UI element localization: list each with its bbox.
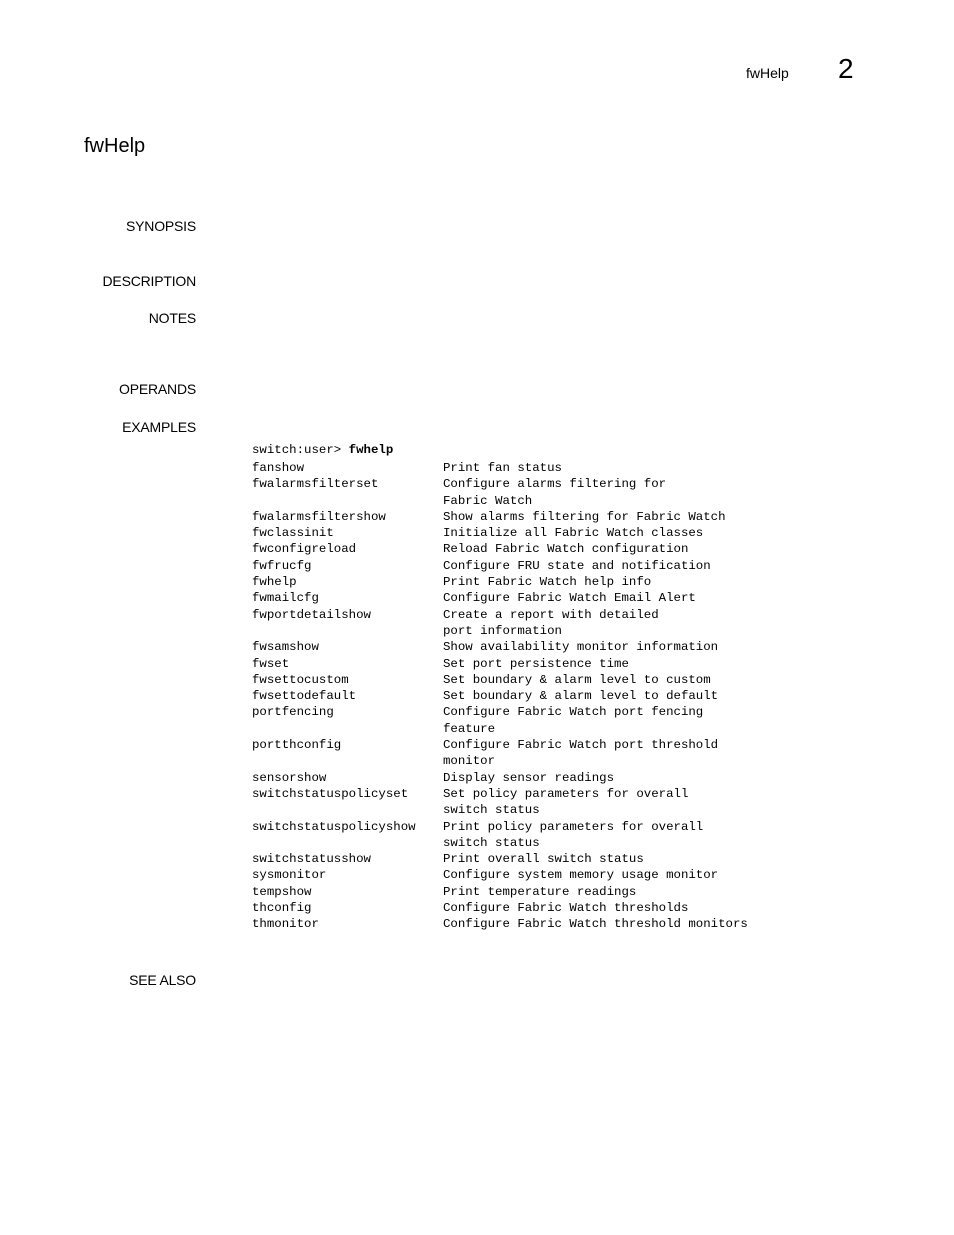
command-description: Configure FRU state and notification xyxy=(443,558,711,573)
command-name: thmonitor xyxy=(252,917,319,932)
table-row xyxy=(252,525,783,541)
command-description: Configure Fabric Watch port fencing feature xyxy=(443,705,704,736)
command-description: Show alarms filtering for Fabric Watch xyxy=(443,509,726,524)
command-name: switchstatusshow xyxy=(252,852,371,867)
command-description: Configure Fabric Watch thresholds xyxy=(443,901,689,916)
command-description: Configure alarms filtering for Fabric Watch xyxy=(443,477,667,508)
command-description: Show availability monitor information xyxy=(443,640,719,655)
command-name: fwalarmsfilterset xyxy=(252,477,379,492)
table-row xyxy=(252,558,783,574)
page-title: fwHelp xyxy=(84,135,146,157)
table-row xyxy=(252,867,783,883)
command-name: fwconfigreload xyxy=(252,542,357,557)
section-examples: EXAMPLES xyxy=(122,419,196,435)
command-name: fwsamshow xyxy=(252,640,319,655)
command-description: Display sensor readings xyxy=(443,770,615,785)
command-description: Print fan status xyxy=(443,461,562,475)
table-row xyxy=(252,900,783,916)
table-row xyxy=(252,509,783,525)
command-name: portthconfig xyxy=(252,738,342,753)
command-name: sensorshow xyxy=(252,770,327,785)
command-name: fwalarmsfiltershow xyxy=(252,509,386,524)
command-description: Initialize all Fabric Watch classes xyxy=(443,526,704,541)
section-synopsis: SYNOPSIS xyxy=(126,218,196,234)
command-name: switchstatuspolicyshow xyxy=(252,819,416,834)
table-row xyxy=(252,770,783,786)
command-description: Create a report with detailed port information xyxy=(443,607,659,638)
section-description: DESCRIPTION xyxy=(102,273,196,289)
command-description: Set boundary & alarm level to default xyxy=(443,689,719,704)
table-row xyxy=(252,688,783,704)
table-row xyxy=(252,884,783,900)
table-row xyxy=(252,476,783,509)
command-name: fwfrucfg xyxy=(252,558,312,573)
command-description: Set port persistence time xyxy=(443,656,629,671)
prompt-command: fwhelp xyxy=(348,443,394,457)
command-description: Print temperature readings xyxy=(443,884,637,899)
command-name: sysmonitor xyxy=(252,868,327,883)
command-description: Set boundary & alarm level to custom xyxy=(443,672,711,687)
command-name: switchstatuspolicyset xyxy=(252,786,409,801)
command-description: Configure Fabric Watch Email Alert xyxy=(443,591,696,606)
table-row xyxy=(252,916,783,932)
command-description: Set policy parameters for overall switch status xyxy=(443,786,689,818)
command-name: thconfig xyxy=(252,901,312,916)
command-name: fwset xyxy=(252,656,290,671)
prompt-text: switch:user> xyxy=(252,443,349,457)
command-description: Print overall switch status xyxy=(443,852,644,867)
table-row xyxy=(252,541,783,557)
running-header-title: fwHelp xyxy=(746,65,789,81)
command-name: tempshow xyxy=(252,884,312,899)
section-notes: NOTES xyxy=(148,310,196,326)
chapter-number: 2 xyxy=(838,53,854,84)
table-row xyxy=(252,656,783,672)
section-operands: OPERANDS xyxy=(119,381,196,397)
table-row xyxy=(252,851,783,867)
command-description: Configure system memory usage monitor xyxy=(443,868,719,883)
table-row xyxy=(252,704,783,737)
table-row xyxy=(252,607,783,640)
command-name: fwhelp xyxy=(252,575,297,590)
command-name: fwportdetailshow xyxy=(252,607,371,622)
table-row xyxy=(252,819,783,852)
table-row xyxy=(252,672,783,688)
table-row xyxy=(252,786,783,819)
table-row xyxy=(252,737,783,770)
command-description: Configure Fabric Watch threshold monitors xyxy=(443,917,748,932)
command-description: Print policy parameters for overall switch status xyxy=(443,819,704,850)
command-name: fwmailcfg xyxy=(252,591,319,606)
command-table xyxy=(252,460,783,933)
table-row xyxy=(252,460,783,476)
command-name: fwsettocustom xyxy=(252,672,349,687)
command-description: Configure Fabric Watch port threshold monitor xyxy=(443,738,719,769)
command-name: fwsettodefault xyxy=(252,689,357,704)
command-name: fwclassinit xyxy=(252,526,334,541)
command-description: Reload Fabric Watch configuration xyxy=(443,542,689,557)
section-see-also: SEE ALSO xyxy=(129,972,196,988)
table-row xyxy=(252,639,783,655)
example-prompt xyxy=(252,443,393,457)
command-description: Print Fabric Watch help info xyxy=(443,575,652,590)
table-row xyxy=(252,574,783,590)
command-name: fanshow xyxy=(252,461,305,475)
table-row xyxy=(252,590,783,606)
command-name: portfencing xyxy=(252,705,334,720)
